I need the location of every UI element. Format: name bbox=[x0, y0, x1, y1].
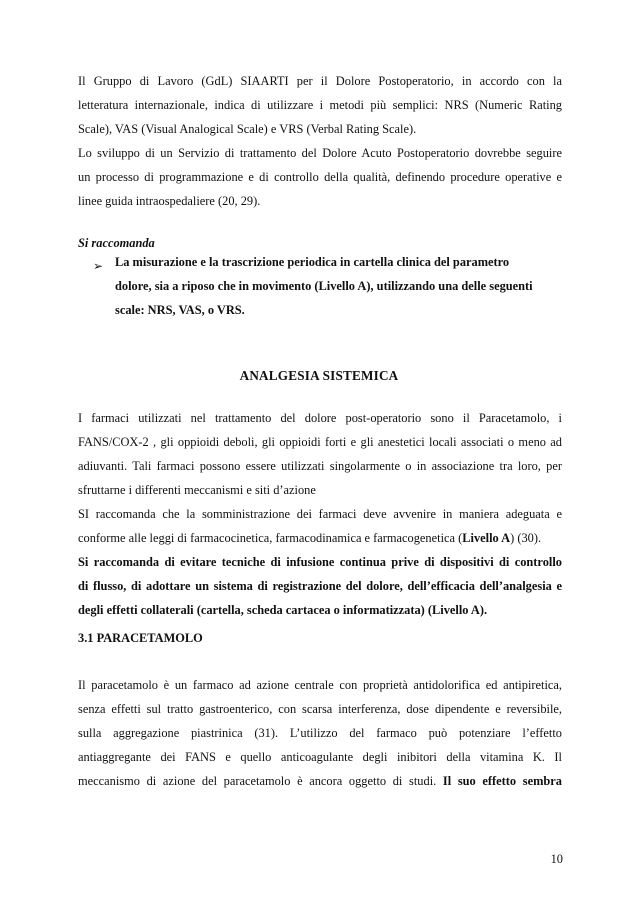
subsection-line: antiaggregante dei FANS e quello anticoagulante degli inibitori della vitamina K. Il bbox=[78, 750, 562, 764]
section-bold-line: degli effetti collaterali (cartella, scheda cartacea o informatizzata) (Livello A). bbox=[78, 603, 488, 617]
intro-line: Il Gruppo di Lavoro (GdL) SIAARTI per il Dolore Postoperatorio, in accordo con la bbox=[78, 74, 562, 88]
section-paragraph bbox=[78, 406, 562, 622]
section-line: FANS/COX-2 , gli oppioidi deboli, gli oppioidi forti e gli anestetici locali associati o meno ad bbox=[78, 435, 562, 449]
subsection-title: 3.1 PARACETAMOLO bbox=[78, 631, 203, 645]
page-number: 10 bbox=[550, 852, 563, 866]
intro-line: Lo sviluppo di un Servizio di trattamento del Dolore Acuto Postoperatorio dovrebbe seguire bbox=[78, 146, 562, 160]
subsection-line-last: meccanismo di azione del paracetamolo è ancora oggetto di studi. Il suo effetto sembra bbox=[78, 774, 562, 788]
section-line: sfruttarne i differenti meccanismi e siti d’azione bbox=[78, 483, 316, 497]
subsection-line: Il paracetamolo è un farmaco ad azione centrale con proprietà antidolorifica ed antipiretica, bbox=[78, 678, 562, 692]
intro-line: linee guida intraospedaliere (20, 29). bbox=[78, 194, 261, 208]
bullet-arrow-icon: ➢ bbox=[93, 259, 104, 273]
intro-line: un processo di programmazione e di controllo della qualità, definendo procedure operative e bbox=[78, 170, 562, 184]
recommendation-line: dolore, sia a riposo che in movimento (Livello A), utilizzando una delle seguenti bbox=[115, 279, 533, 293]
section-line: SI raccomanda che la somministrazione dei farmaci deve avvenire in maniera adeguata e bbox=[78, 507, 562, 521]
intro-line: Scale), VAS (Visual Analogical Scale) e VRS (Verbal Rating Scale). bbox=[78, 122, 417, 136]
subsection-line: senza effetti sul tratto gastroenterico, con scarsa interferenza, dose dipendente e reversibile, bbox=[78, 702, 562, 716]
section-bold-line: Si raccomanda di evitare tecniche di infusione continua prive di dispositivi di controllo bbox=[78, 555, 562, 569]
intro-paragraph bbox=[78, 69, 562, 213]
section-line: adiuvanti. Tali farmaci possono essere utilizzati singolarmente o in associazione tra loro, per bbox=[78, 459, 562, 473]
subsection-line: sulla aggregazione piastrinica (31). L’utilizzo del farmaco può potenziare l’effetto bbox=[78, 726, 562, 740]
subsection-paragraph bbox=[78, 673, 562, 793]
recommendation-label: Si raccomanda bbox=[78, 236, 155, 250]
section-bold-line: di flusso, di adottare un sistema di registrazione del dolore, dell’efficacia dell’analgesia e bbox=[78, 579, 562, 593]
section-title: ANALGESIA SISTEMICA bbox=[239, 368, 399, 383]
recommendation-line: scale: NRS, VAS, o VRS. bbox=[115, 303, 245, 317]
recommendation-line: La misurazione e la trascrizione periodica in cartella clinica del parametro bbox=[115, 255, 510, 269]
intro-line: letteratura internazionale, indica di utilizzare i metodi più semplici: NRS (Numeric Rating bbox=[78, 98, 562, 112]
recommendation-text bbox=[115, 250, 562, 322]
section-line-levels: conforme alle leggi di farmacocinetica, farmacodinamica e farmacogenetica (Livello A) (30). bbox=[78, 531, 542, 545]
section-line: I farmaci utilizzati nel trattamento del dolore post-operatorio sono il Paracetamolo, i bbox=[78, 411, 562, 425]
